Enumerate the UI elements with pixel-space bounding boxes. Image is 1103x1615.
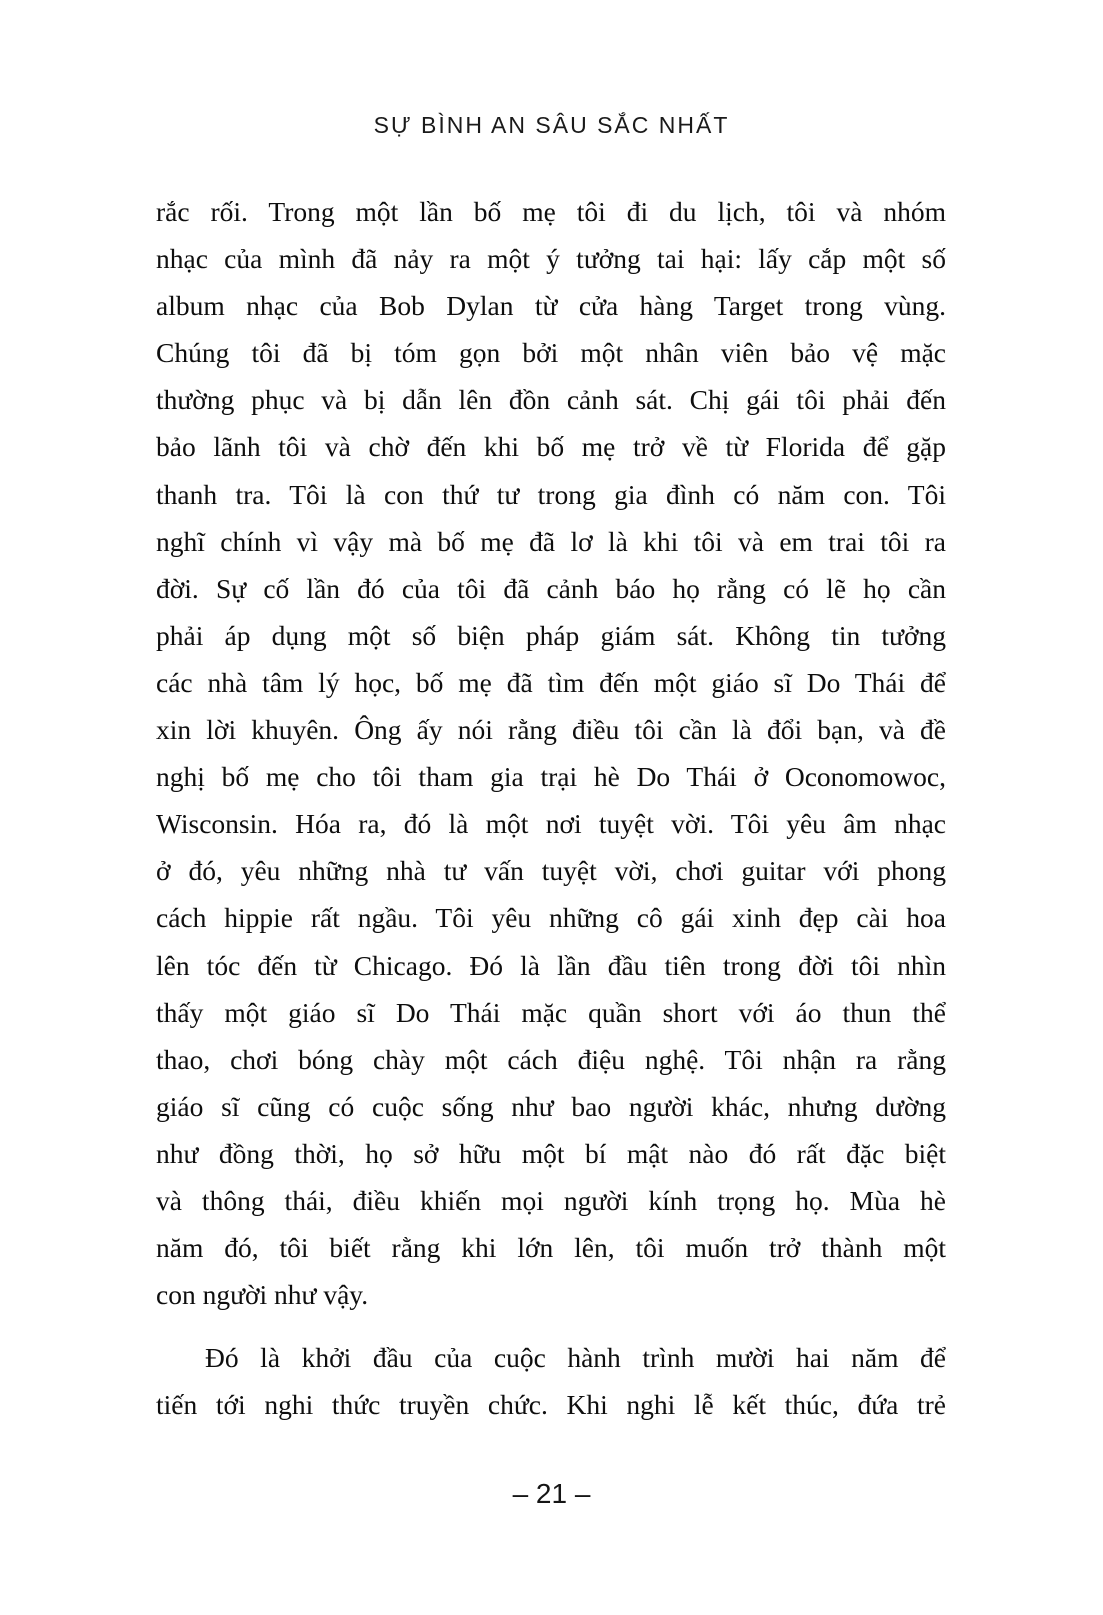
body-text-line: nghị bố mẹ cho tôi tham gia trại hè Do Thái ở Oconomowoc, xyxy=(156,761,946,793)
body-text-line: cách hippie rất ngầu. Tôi yêu những cô gái xinh đẹp cài hoa xyxy=(156,902,946,934)
paragraph xyxy=(156,188,946,1318)
body-text-line: album nhạc của Bob Dylan từ cửa hàng Target trong vùng. xyxy=(156,290,946,322)
body-text-line: lên tóc đến từ Chicago. Đó là lần đầu tiên trong đời tôi nhìn xyxy=(156,949,946,981)
running-header: SỰ BÌNH AN SÂU SẮC NHẤT xyxy=(373,112,730,138)
body-text-line: và thông thái, điều khiến mọi người kính trọng họ. Mùa hè xyxy=(156,1184,946,1216)
body-text-line: đời. Sự cố lần đó của tôi đã cảnh báo họ rằng có lẽ họ cần xyxy=(156,572,946,604)
body-text-line: phải áp dụng một số biện pháp giám sát. Không tin tưởng xyxy=(156,619,946,651)
body-text-block xyxy=(156,188,946,1428)
body-text-line: thường phục và bị dẫn lên đồn cảnh sát. Chị gái tôi phải đến xyxy=(156,384,946,416)
body-text-line: như đồng thời, họ sở hữu một bí mật nào đó rất đặc biệt xyxy=(156,1137,946,1169)
body-text-line: thấy một giáo sĩ Do Thái mặc quần short với áo thun thể xyxy=(156,996,946,1028)
body-text-line: thanh tra. Tôi là con thứ tư trong gia đình có năm con. Tôi xyxy=(156,478,946,510)
page-number: – 21 – xyxy=(512,1478,591,1509)
paragraph xyxy=(156,1334,946,1428)
body-text-line: tiến tới nghi thức truyền chức. Khi nghi lễ kết thúc, đứa trẻ xyxy=(156,1389,946,1421)
body-text-line: bảo lãnh tôi và chờ đến khi bố mẹ trở về từ Florida để gặp xyxy=(156,431,946,463)
body-text-line: giáo sĩ cũng có cuộc sống như bao người khác, nhưng dường xyxy=(156,1090,946,1122)
body-text-line: Chúng tôi đã bị tóm gọn bởi một nhân viên bảo vệ mặc xyxy=(156,337,946,369)
body-text-line: Đó là khởi đầu của cuộc hành trình mười hai năm để xyxy=(205,1342,946,1374)
body-text-line: nhạc của mình đã nảy ra một ý tưởng tai hại: lấy cắp một số xyxy=(156,243,946,275)
body-text-line: rắc rối. Trong một lần bố mẹ tôi đi du lịch, tôi và nhóm xyxy=(156,196,946,227)
body-text-line: ở đó, yêu những nhà tư vấn tuyệt vời, chơi guitar với phong xyxy=(156,855,946,887)
body-text-line: nghĩ chính vì vậy mà bố mẹ đã lơ là khi tôi và em trai tôi ra xyxy=(156,525,946,557)
body-text-line: con người như vậy. xyxy=(156,1279,369,1311)
body-text-line: năm đó, tôi biết rằng khi lớn lên, tôi muốn trở thành một xyxy=(156,1232,946,1264)
body-text-line: xin lời khuyên. Ông ấy nói rằng điều tôi cần là đổi bạn, và đề xyxy=(156,714,946,746)
body-text-line: thao, chơi bóng chày một cách điệu nghệ. Tôi nhận ra rằng xyxy=(156,1043,946,1075)
body-text-line: Wisconsin. Hóa ra, đó là một nơi tuyệt vời. Tôi yêu âm nhạc xyxy=(156,808,946,840)
body-text-line: các nhà tâm lý học, bố mẹ đã tìm đến một giáo sĩ Do Thái để xyxy=(156,666,946,698)
